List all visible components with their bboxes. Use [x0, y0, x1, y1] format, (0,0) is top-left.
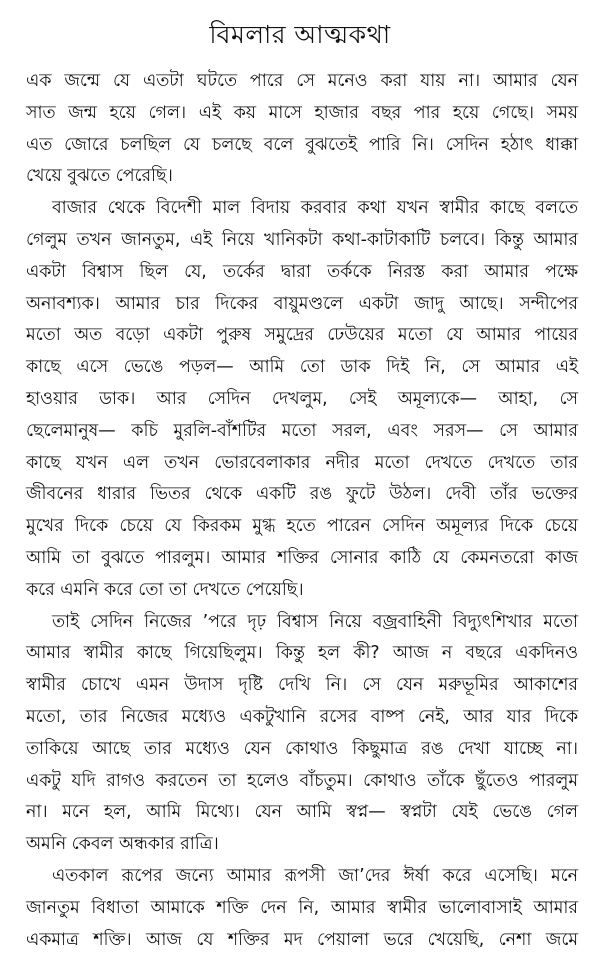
text-line: অনাবশ্যক। আমার চার দিকের বায়ুমণ্ডলে একটা জাদু আছে। সন্দীপের — [26, 293, 578, 314]
paragraph-1 — [26, 66, 578, 193]
text-line: হাওয়ার ডাক। আর সেদিন দেখলুম, সেই অমূল্যকে— আহা, সে — [26, 388, 578, 409]
text-line: সাত জন্ম হয়ে গেল। এই কয় মাসে হাজার বছর পার হয়ে গেছে। সময় — [26, 102, 578, 123]
text-line: বাজার থেকে বিদেশী মাল বিদায় করবার কথা যখন স্বামীর কাছে বলতে — [52, 198, 578, 219]
text-line: একটু যদি রাগও করতেন তা হলেও বাঁচতুম। কোথাও তাঁকে ছুঁতেও পারলুম — [26, 770, 578, 791]
text-line: মতো, তার নিজের মধ্যেও একটুখানি রসের বাষ্প নেই, আর যার দিকে — [26, 706, 578, 727]
text-line: গেলুম তখন জানতুম, এই নিয়ে খানিকটা কথা-কাটাকাটি চলবে। কিন্তু আমার — [26, 229, 578, 250]
text-line: আমি তা বুঝতে পারলুম। আমার শক্তির সোনার কাঠি যে কেমনতরো কাজ — [26, 547, 578, 568]
text-line: এক জন্মে যে এতটা ঘটতে পারে সে মনেও করা যায় না। আমার যেন — [26, 71, 578, 91]
text-line: একমাত্র শক্তি। আজ যে শক্তির মদ পেয়ালা ভরে খেয়েছি, নেশা জমে — [26, 929, 578, 950]
text-line: তাই সেদিন নিজের ’পরে দৃঢ় বিশ্বাস নিয়ে বজ্রবাহিনী বিদ্যুৎশিখার মতো — [52, 611, 578, 632]
text-line: মুখের দিকে চেয়ে যে কিরকম মুগ্ধ হতে পারেন সেদিন অমূল্যর দিকে চেয়ে — [26, 516, 578, 537]
text-line: অমনি কেবল অন্ধকার রাত্রি। — [26, 834, 219, 855]
text-line: একটা বিশ্বাস ছিল যে, তর্কের দ্বারা তর্ককে নিরস্ত করা আমার পক্ষে — [26, 261, 578, 282]
text-line: তাকিয়ে আছে তার মধ্যেও যেন কোথাও কিছুমাত্র রঙ দেখা যাচ্ছে না। — [26, 738, 578, 759]
paragraph-4 — [26, 861, 578, 956]
text-line: কাছে এসে ভেঙে পড়ল— আমি তো ডাক দিই নি, সে আমার এই — [26, 357, 578, 378]
chapter-title: বিমলার আত্মকথা — [209, 20, 391, 49]
text-line: খেয়ে বুঝতে পেরেছি। — [26, 166, 173, 187]
text-line: এত জোরে চলছিল যে চলছে বলে বুঝতেই পারি নি। সেদিন হঠাৎ ধাক্কা — [26, 134, 578, 155]
text-line: কাছে যখন এল তখন ভোরবেলাকার নদীর মতো দেখতে দেখতে তার — [26, 452, 578, 473]
text-line: স্বামীর চোখে এমন উদাস দৃষ্টি দেখি নি। সে যেন মরুভূমির আকাশের — [26, 675, 578, 696]
text-line: জানতুম বিধাতা আমাকে শক্তি দেন নি, আমার স্বামীর ভালোবাসাই আমার — [26, 897, 578, 918]
paragraph-3 — [26, 607, 578, 861]
paragraph-2 — [26, 193, 578, 606]
text-line: জীবনের ধারার ভিতর থেকে একটি রঙ ফুটে উঠল। দেবী তাঁর ভক্তের — [26, 484, 578, 505]
text-line: আমার স্বামীর কাছে গিয়েছিলুম। কিন্তু হল কী? আজ ন বছরে একদিনও — [26, 643, 578, 664]
text-line: মতো অত বড়ো একটা পুরুষ সমুদ্রের ঢেউয়ের মতো যে আমার পায়ের — [26, 325, 578, 346]
chapter-body — [26, 66, 578, 956]
text-line: করে এমনি করে তো তা দেখতে পেয়েছি। — [26, 579, 304, 600]
text-line: ছেলেমানুষ— কচি মুরলি-বাঁশটির মতো সরল, এবং সরস— সে আমার — [26, 420, 578, 441]
text-line: না। মনে হল, আমি মিথ্যে। যেন আমি স্বপ্ন— স্বপ্নটা যেই ভেঙে গেল — [26, 802, 578, 823]
text-line: এতকাল রূপের জন্যে আমার রূপসী জা’দের ঈর্ষা করে এসেছি। মনে — [52, 865, 578, 886]
